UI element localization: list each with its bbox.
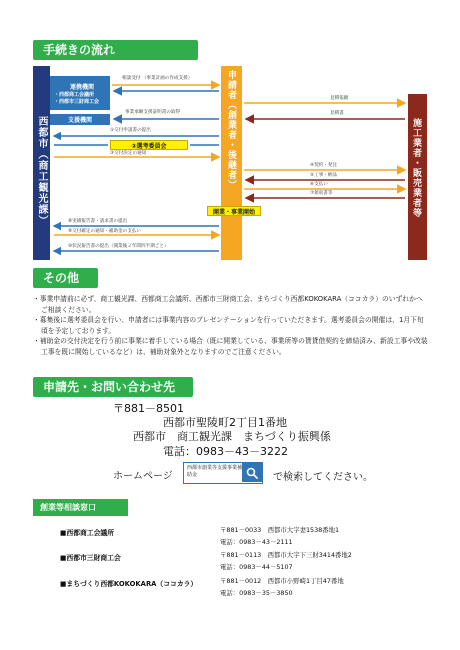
label-decision: ③交付決定の通知 <box>110 151 147 156</box>
note-item: ・事業申請前に必ず、商工観光課、西都商工会議所、西都市三財商工会、まちづくり西都KOKOKARA（ココカラ）のいずれかへご相談ください。 <box>33 295 423 314</box>
label-report: ⑧実績報告書・請求書の提出 <box>68 219 128 224</box>
label-delivery: ⑤工事・納品 <box>310 173 338 178</box>
vendor-label: 施工業者・販売業者等 <box>411 118 421 218</box>
label-apply: ①交付申請書の提出 <box>110 128 151 133</box>
label-status: ⑩状況報告書の提出（開業後２年間四半期ごと） <box>68 244 169 249</box>
other-section-title: その他 <box>33 268 98 288</box>
start-box: 開業・事業開始 <box>207 206 261 216</box>
note-item: ・補助金の交付決定を行う前に事業に着手している場合（既に開業している、事業所等の賃貸借契約を締結済み、新設工事や改装工事を既に開始しているなど）は、補助対象外となりますのでご注意ください。 <box>33 337 428 356</box>
consult-org-address: 〒881－0033 西都市大字妻1538番地1 <box>220 526 340 534</box>
liaison-title: 連携機関 <box>69 83 94 91</box>
consult-org-name: ■西都市三財商工会 <box>60 554 121 562</box>
contact-address: 西都市聖陵町2丁目1番地 <box>163 416 287 429</box>
label-consult: 相談受付 （事業計画の作成支援） <box>122 76 193 81</box>
label-quote-req: 見積依頼 <box>330 96 349 101</box>
liaison-line-1: ・西都商工会議所 <box>54 91 95 98</box>
flow-diagram <box>0 58 460 263</box>
support-box: 支援機関 <box>50 114 110 125</box>
contact-section-title: 申請先・お問い合わせ先 <box>33 377 193 397</box>
city-label: 西都市（商工観光課） <box>36 116 47 226</box>
label-contract: ④契約・発注 <box>310 163 338 168</box>
search-box[interactable] <box>183 462 263 484</box>
label-cert: 事業承継支援証明書の取得 <box>125 110 181 115</box>
liaison-line-2: ・西都市三財商工会 <box>54 98 100 105</box>
contact-department: 西都市 商工観光課 まちづくり振興係 <box>133 430 331 443</box>
contact-postal: 〒881－8501 <box>113 402 184 415</box>
notes-list <box>33 294 428 357</box>
label-confirm: ⑨交付確定の通知・補助金の支払い <box>68 229 142 234</box>
consult-org-phone: 電話：0983－35－3850 <box>220 589 293 597</box>
note-item: ・募集後に選考委員会を行い、申請者には事業内容のプレゼンテーションを行っていただきます。選考委員会の開催は、1月下旬頃を予定しております。 <box>33 316 424 335</box>
consult-org-name: ■西都商工会議所 <box>60 529 114 537</box>
search-box-text: 西都市創業等支援事業補助金 <box>187 465 243 478</box>
consult-org-address: 〒881－0012 西都市小野崎1丁目47番地 <box>220 577 344 585</box>
committee-box: ②選考委員会 <box>110 140 188 150</box>
search-button[interactable] <box>242 463 262 482</box>
search-icon <box>246 467 258 479</box>
contact-phone: 電話：0983－43－3222 <box>163 445 288 458</box>
consult-org-name: ■まちづくり西都KOKOKARA（ココカラ） <box>60 580 198 588</box>
consult-org-phone: 電話：0983－44－5107 <box>220 563 293 571</box>
search-suffix: で検索してください。 <box>273 472 373 483</box>
applicant-label: 申請者（創業者・後継者） <box>226 70 236 190</box>
consult-org-phone: 電話：0983－43－2111 <box>220 538 293 546</box>
homepage-label: ホームページ <box>113 471 173 482</box>
label-quote: 見積書 <box>330 111 344 116</box>
consultation-title: 創業等相談窓口 <box>33 499 128 516</box>
label-receipt: ⑦領収書等 <box>310 191 333 196</box>
consult-org-address: 〒881－0113 西都市大字下三財3414番地2 <box>220 551 352 559</box>
label-payment: ⑥支払い <box>310 182 328 187</box>
flow-section-title: 手続きの流れ <box>33 40 198 60</box>
